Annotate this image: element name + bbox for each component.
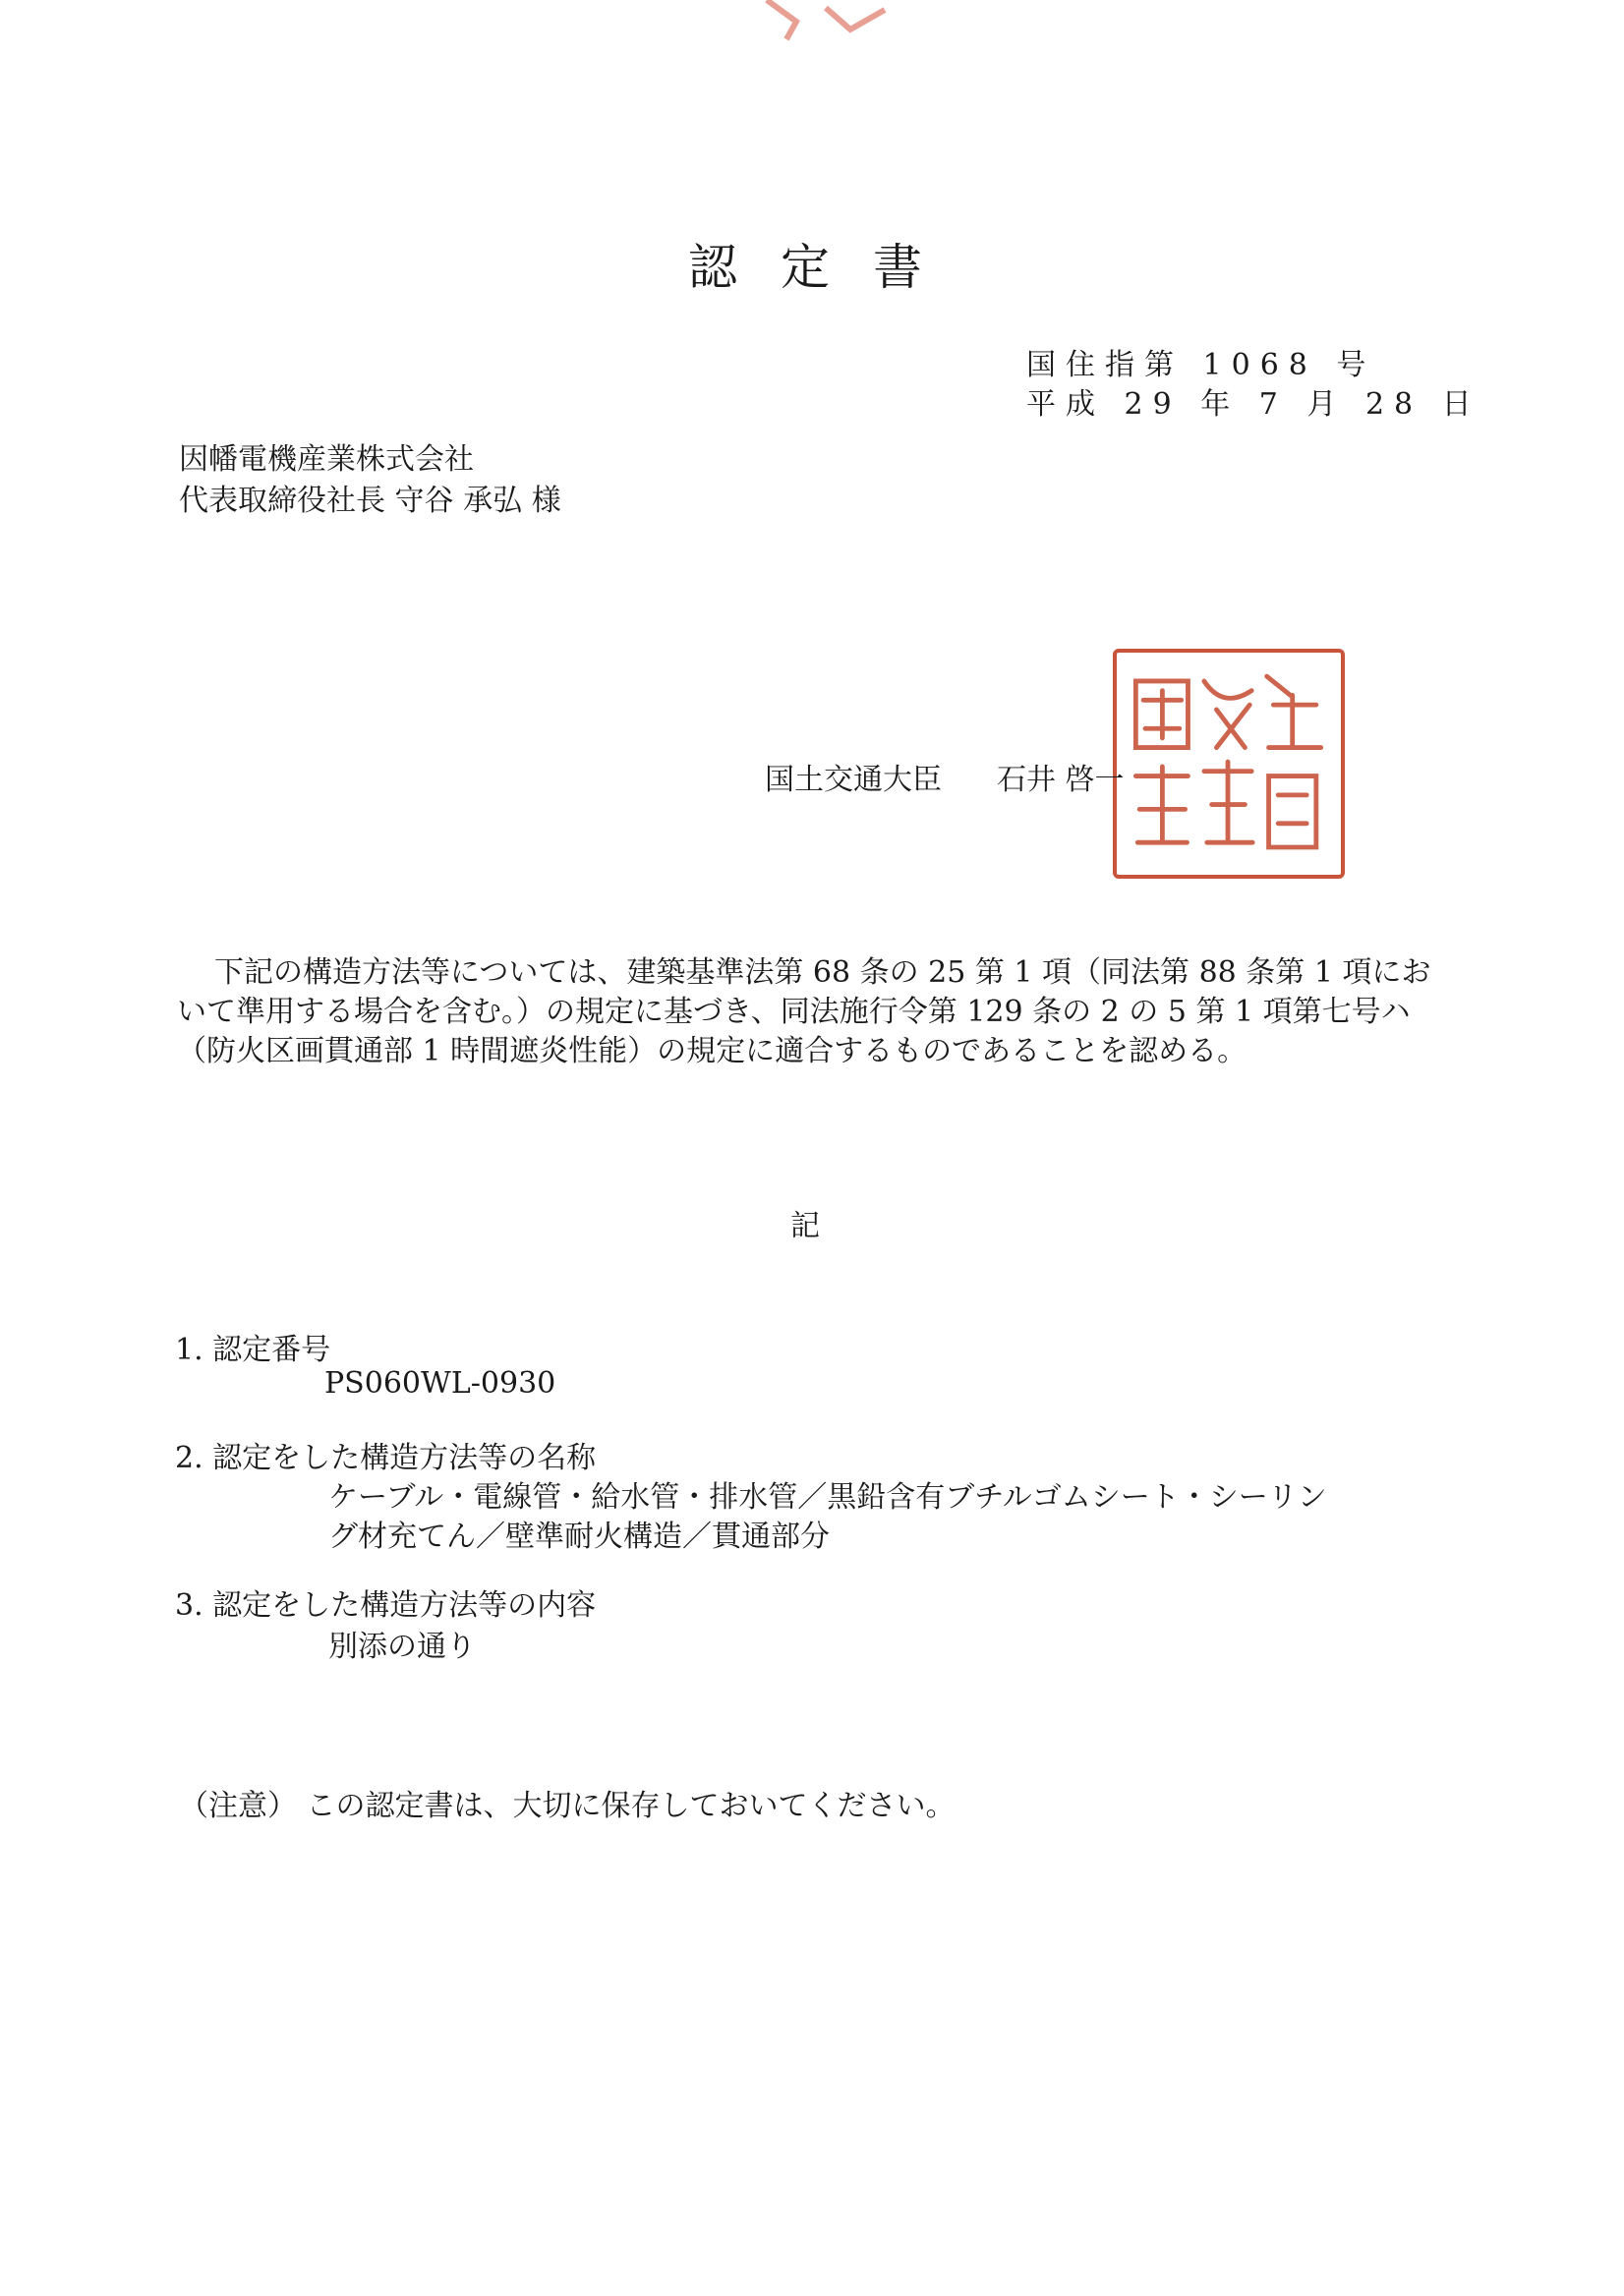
addressee-representative: 代表取締役社長 守谷 承弘 様	[179, 484, 561, 518]
statement-line: （防火区画貫通部 1 時間遮炎性能）の規定に適合するものであることを認める。	[177, 1034, 1247, 1068]
note: （注意） この認定書は、大切に保存しておいてください。	[179, 1789, 956, 1823]
item-value: ケーブル・電線管・給水管・排水管／黒鉛含有ブチルゴムシート・シーリン	[328, 1480, 1327, 1515]
item-value: 別添の通り	[328, 1630, 476, 1664]
document-date: 平成 29 年 7 月 28 日	[1026, 387, 1481, 422]
issuer-name: 石井 啓一	[997, 763, 1125, 797]
item-heading: 2. 認定をした構造方法等の名称	[175, 1441, 597, 1475]
document-title	[688, 228, 922, 299]
title-char: 書	[873, 239, 922, 296]
ki-heading: 記	[790, 1209, 820, 1243]
title-char: 定	[781, 239, 830, 296]
statement-line: 下記の構造方法等については、建築基準法第 68 条の 25 第 1 項（同法第 88 条第 1 項にお	[214, 955, 1431, 990]
item-heading: 1. 認定番号	[175, 1333, 331, 1367]
title-char: 認	[688, 239, 737, 296]
official-seal	[1113, 649, 1345, 879]
issuer-line	[765, 755, 1125, 798]
item-heading: 3. 認定をした構造方法等の内容	[175, 1588, 597, 1623]
addressee-company: 因幡電機産業株式会社	[179, 442, 474, 477]
certification-statement	[177, 953, 1431, 1071]
top-stamp-mark	[757, 0, 895, 49]
document-number: 国住指第 1068 号	[1026, 348, 1376, 382]
item-value: グ材充てん／壁準耐火構造／貫通部分	[328, 1520, 830, 1554]
issuer-title: 国土交通大臣	[765, 763, 942, 797]
item-value: PS060WL-0930	[324, 1366, 556, 1401]
statement-line: いて準用する場合を含む。）の規定に基づき、同法施行令第 129 条の 2 の 5 第 1 項第七号ハ	[177, 995, 1411, 1029]
